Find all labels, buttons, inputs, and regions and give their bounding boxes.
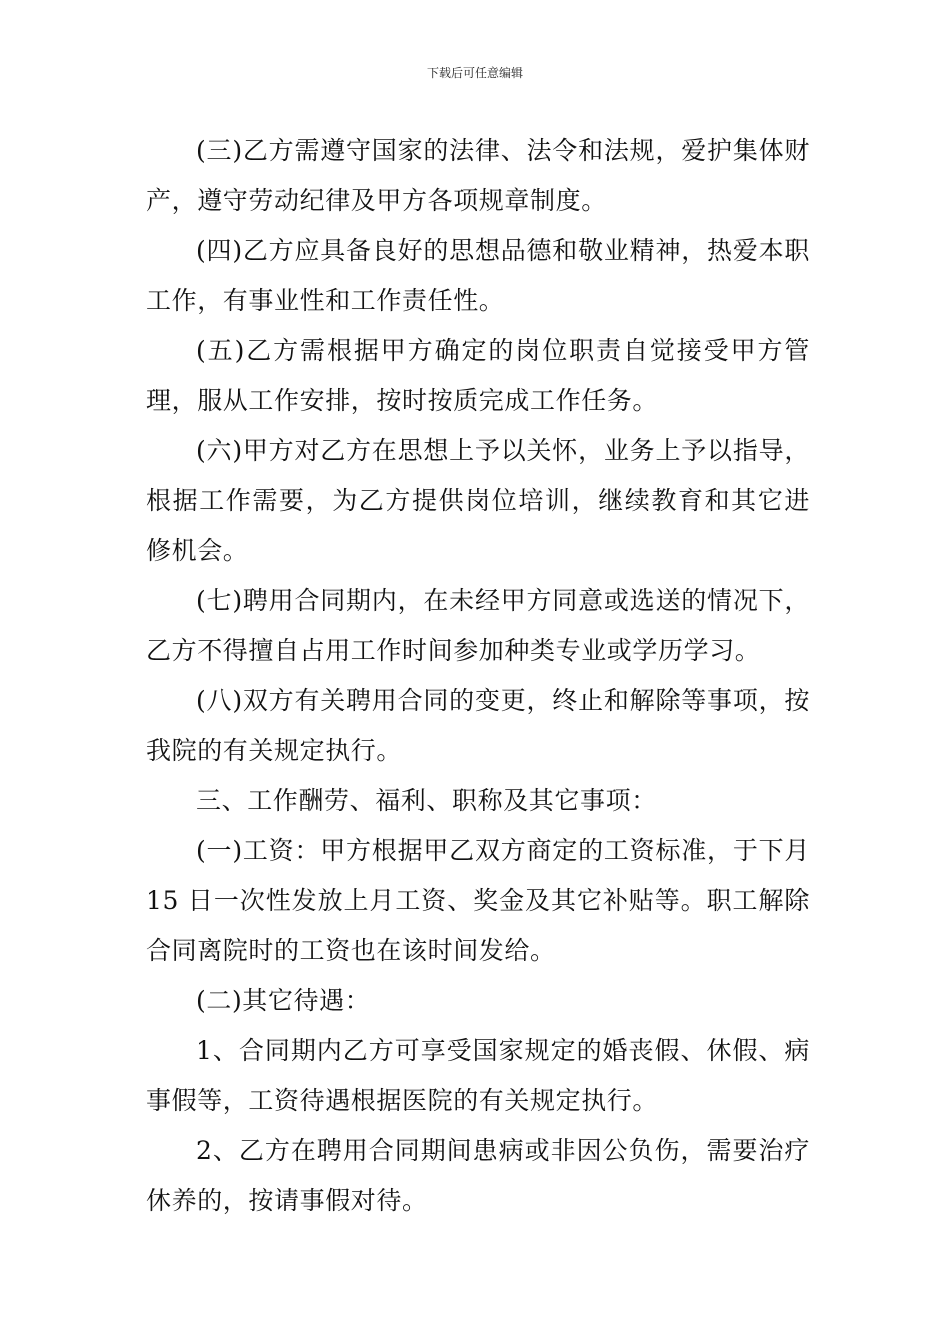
wage-paragraph: (一)工资：甲方根据甲乙双方商定的工资标准，于下月 15 日一次性发放上月工资、奖金及其它补贴等。职工解除合同离院时的工资也在该时间发给。 bbox=[146, 836, 810, 965]
clause-7-paragraph: (七)聘用合同期内，在未经甲方同意或选送的情况下，乙方不得擅自占用工作时间参加种类专业或学历学习。 bbox=[146, 586, 810, 665]
page-header-note: 下载后可任意编辑 bbox=[426, 66, 523, 80]
benefit-item-1: 1、合同期内乙方可享受国家规定的婚丧假、休假、病事假等，工资待遇根据医院的有关规定执行。 bbox=[146, 1036, 810, 1115]
document-body bbox=[146, 126, 810, 1226]
other-benefits-heading: (二)其它待遇： bbox=[196, 986, 371, 1015]
benefit-item-2: 2、乙方在聘用合同期间患病或非因公负伤，需要治疗休养的，按请事假对待。 bbox=[146, 1136, 810, 1215]
clause-3-paragraph: (三)乙方需遵守国家的法律、法令和法规，爱护集体财产，遵守劳动纪律及甲方各项规章制度。 bbox=[146, 136, 810, 215]
clause-5-paragraph: (五)乙方需根据甲方确定的岗位职责自觉接受甲方管理，服从工作安排，按时按质完成工作任务。 bbox=[146, 336, 810, 415]
clause-6-paragraph: (六)甲方对乙方在思想上予以关怀，业务上予以指导，根据工作需要，为乙方提供岗位培训，继续教育和其它进修机会。 bbox=[146, 436, 810, 565]
section-3-heading: 三、工作酬劳、福利、职称及其它事项： bbox=[196, 786, 657, 815]
clause-4-paragraph: (四)乙方应具备良好的思想品德和敬业精神，热爱本职工作，有事业性和工作责任性。 bbox=[146, 236, 810, 315]
clause-8-paragraph: (八)双方有关聘用合同的变更，终止和解除等事项，按我院的有关规定执行。 bbox=[146, 686, 810, 765]
